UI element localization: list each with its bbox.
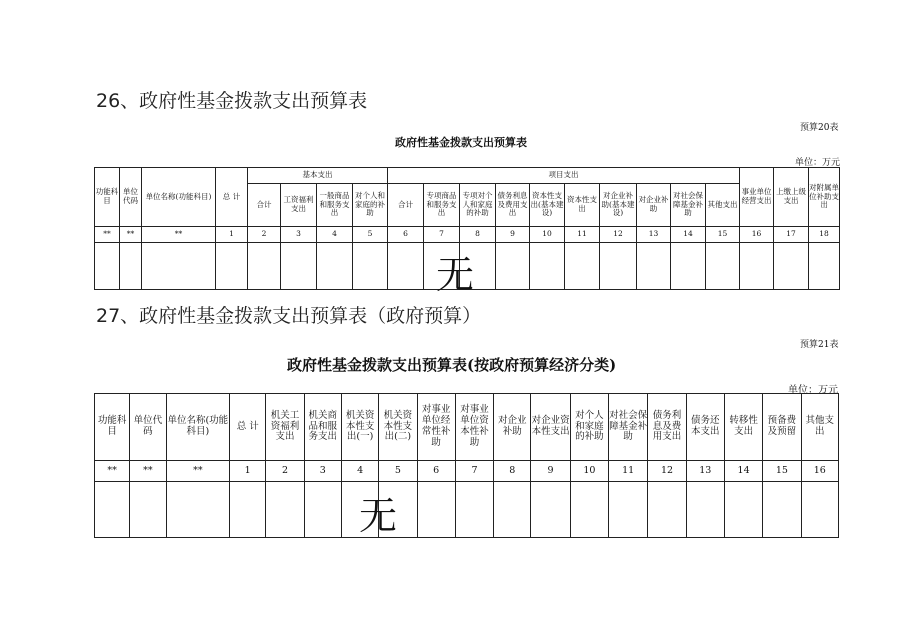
index-cell: ** (166, 461, 230, 482)
header-project-col: 专项对个人和家庭的补助 (460, 184, 496, 227)
empty-cell (455, 482, 493, 538)
empty-cell (570, 482, 608, 538)
index-cell: 5 (379, 461, 417, 482)
index-cell: 16 (801, 461, 838, 482)
index-cell: 14 (671, 227, 706, 243)
empty-cell (281, 243, 317, 290)
empty-cell (142, 243, 216, 290)
header-cell: 机关资本性支出(一) (341, 394, 378, 461)
header-total: 总 计 (216, 168, 248, 227)
empty-cell (95, 243, 120, 290)
index-cell: 13 (686, 461, 724, 482)
header-basic-col: 对个人和家庭的补助 (353, 184, 388, 227)
empty-cell (230, 482, 266, 538)
table-21-title: 政府性基金拨款支出预算表(按政府预算经济分类) (287, 356, 617, 374)
header-to-upper: 上缴上级支出 (774, 168, 809, 227)
header-cell: 功能科目 (95, 394, 130, 461)
index-cell: 2 (266, 461, 304, 482)
header-project-col: 其他支出 (706, 184, 740, 227)
index-cell: ** (142, 227, 216, 243)
index-cell: 13 (637, 227, 671, 243)
empty-cell (809, 243, 840, 290)
header-project-col: 专项商品和服务支出 (424, 184, 460, 227)
index-cell: 12 (600, 227, 637, 243)
index-cell: 11 (565, 227, 600, 243)
empty-cell (565, 243, 600, 290)
empty-cell (609, 482, 648, 538)
header-cell: 总 计 (230, 394, 266, 461)
section-26-heading: 26、政府性基金拨款支出预算表 (96, 90, 368, 112)
index-cell: 1 (230, 461, 266, 482)
index-cell: ** (130, 461, 166, 482)
empty-cell (686, 482, 724, 538)
index-cell: 14 (724, 461, 762, 482)
empty-cell (216, 243, 248, 290)
header-cell: 单位代码 (130, 394, 166, 461)
index-cell: 3 (304, 461, 341, 482)
header-project-col: 合计 (388, 184, 424, 227)
index-cell: 4 (341, 461, 378, 482)
index-cell: 7 (455, 461, 493, 482)
empty-cell (637, 243, 671, 290)
index-cell: ** (95, 227, 120, 243)
index-cell: 3 (281, 227, 317, 243)
empty-cell (763, 482, 801, 538)
empty-cell (724, 482, 762, 538)
index-cell: 4 (317, 227, 353, 243)
index-cell: 8 (460, 227, 496, 243)
index-cell: 9 (531, 461, 570, 482)
table-20-title: 政府性基金拨款支出预算表 (395, 136, 527, 149)
none-stamp-21: 无 (359, 494, 398, 538)
header-basic-col: 一般商品和服务支出 (317, 184, 353, 227)
empty-cell (671, 243, 706, 290)
empty-cell (648, 482, 686, 538)
index-cell: 7 (424, 227, 460, 243)
index-cell: 6 (388, 227, 424, 243)
empty-cell (801, 482, 838, 538)
header-project-col: 对企业补助(基本建设) (600, 184, 637, 227)
index-cell: ** (95, 461, 130, 482)
index-cell: 8 (494, 461, 531, 482)
empty-cell (120, 243, 142, 290)
index-cell: 10 (530, 227, 565, 243)
empty-cell (166, 482, 230, 538)
header-basic-col: 合计 (248, 184, 281, 227)
empty-cell (706, 243, 740, 290)
empty-cell (774, 243, 809, 290)
header-project-col: 资本性支出(基本建设) (530, 184, 565, 227)
empty-cell (353, 243, 388, 290)
index-cell: 5 (353, 227, 388, 243)
header-cell: 机关商品和服务支出 (304, 394, 341, 461)
header-cell: 机关资本性支出(二) (379, 394, 417, 461)
empty-cell (304, 482, 341, 538)
index-cell: 12 (648, 461, 686, 482)
index-cell: 15 (763, 461, 801, 482)
header-public-biz: 事业单位经营支出 (740, 168, 774, 227)
header-unit-code: 单位代码 (120, 168, 142, 227)
index-cell: ** (120, 227, 142, 243)
header-project: 项目支出 (388, 168, 740, 184)
empty-cell (496, 243, 530, 290)
header-basic: 基本支出 (248, 168, 388, 184)
header-basic-col: 工资福利支出 (281, 184, 317, 227)
header-to-sub: 对附属单位补助支出 (809, 168, 840, 227)
header-project-col: 对企业补助 (637, 184, 671, 227)
header-cell: 单位名称(功能科目) (166, 394, 230, 461)
header-project-col: 对社会保障基金补助 (671, 184, 706, 227)
index-cell: 6 (417, 461, 455, 482)
empty-cell (531, 482, 570, 538)
index-cell: 9 (496, 227, 530, 243)
empty-cell (317, 243, 353, 290)
header-cell: 机关工资福利支出 (266, 394, 304, 461)
table-number-21: 预算21表 (800, 340, 839, 350)
empty-cell (494, 482, 531, 538)
none-stamp-20: 无 (436, 253, 475, 297)
table-21 (94, 393, 839, 538)
empty-cell (740, 243, 774, 290)
empty-cell (530, 243, 565, 290)
header-project-col: 债务利息及费用支出 (496, 184, 530, 227)
empty-cell (266, 482, 304, 538)
header-cell: 债务利息及费用支出 (648, 394, 686, 461)
index-cell: 17 (774, 227, 809, 243)
empty-cell (600, 243, 637, 290)
table-20-unit: 单位：万元 (795, 158, 841, 168)
header-cell: 转移性支出 (724, 394, 762, 461)
header-cell: 对企业资本性支出 (531, 394, 570, 461)
header-cell: 对企业补助 (494, 394, 531, 461)
header-cell: 对事业单位资本性补助 (455, 394, 493, 461)
index-cell: 16 (740, 227, 774, 243)
empty-cell (417, 482, 455, 538)
index-cell: 10 (570, 461, 608, 482)
header-cell: 对事业单位经常性补助 (417, 394, 455, 461)
header-cell: 预备费及预留 (763, 394, 801, 461)
header-project-col: 资本性支出 (565, 184, 600, 227)
index-cell: 2 (248, 227, 281, 243)
header-cell: 其他支出 (801, 394, 838, 461)
table-number-20: 预算20表 (800, 123, 839, 133)
empty-cell (248, 243, 281, 290)
header-func: 功能科目 (95, 168, 120, 227)
header-cell: 对个人和家庭的补助 (570, 394, 608, 461)
empty-cell (130, 482, 166, 538)
index-cell: 18 (809, 227, 840, 243)
header-cell: 对社会保障基金补助 (609, 394, 648, 461)
index-cell: 11 (609, 461, 648, 482)
index-cell: 1 (216, 227, 248, 243)
table-21-unit: 单位：万元 (788, 385, 838, 396)
section-27-heading: 27、政府性基金拨款支出预算表（政府预算） (96, 305, 482, 327)
header-unit-name: 单位名称(功能科目) (142, 168, 216, 227)
empty-cell (388, 243, 424, 290)
empty-cell (95, 482, 130, 538)
index-cell: 15 (706, 227, 740, 243)
header-cell: 债务还本支出 (686, 394, 724, 461)
